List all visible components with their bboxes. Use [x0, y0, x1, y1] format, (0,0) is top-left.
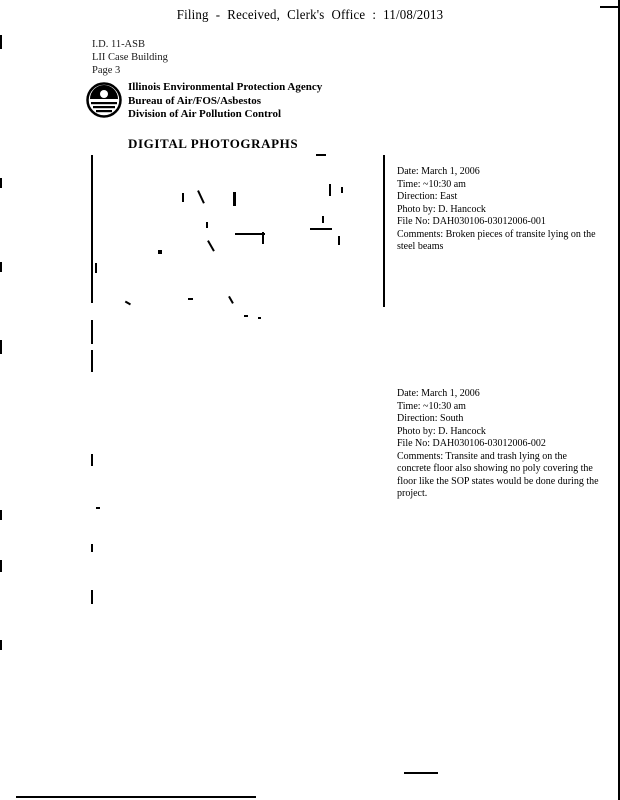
photo1-speck	[338, 236, 340, 245]
photo2-left-edge	[91, 320, 93, 344]
margin-speck	[0, 510, 2, 520]
photo-caption-2	[397, 388, 602, 501]
photo1-speck	[235, 233, 265, 235]
photo1-speck	[125, 301, 131, 305]
agency-block	[128, 81, 322, 122]
photo1-comments: Comments: Broken pieces of transite lying on the steel beams	[397, 228, 596, 252]
photo1-speck	[310, 228, 332, 230]
margin-speck	[0, 35, 2, 49]
photo2-time: Time: ~10:30 am	[397, 400, 466, 412]
filing-stamp: Filing - Received, Clerk's Office : 11/08/2013	[176, 8, 444, 23]
case-building: LII Case Building	[92, 52, 168, 63]
margin-speck	[0, 262, 2, 272]
photo1-left-edge	[91, 155, 93, 303]
photo2-date: Date: March 1, 2006	[397, 388, 480, 399]
margin-speck	[0, 640, 2, 650]
case-id: I.D. 11-ASB	[92, 39, 145, 50]
photo1-speck	[197, 190, 204, 203]
photo-caption-1	[397, 166, 602, 254]
photo1-speck	[182, 193, 184, 202]
iepa-logo-icon	[86, 82, 122, 118]
photo2-left-edge	[91, 590, 93, 604]
photo1-speck	[262, 232, 264, 244]
agency-bureau: Bureau of Air/FOS/Asbestos	[128, 94, 262, 107]
photo1-direction: Direction: East	[397, 191, 458, 202]
photo2-photographer: Photo by: D. Hancock	[397, 425, 486, 437]
photo2-direction: Direction: South	[397, 413, 464, 424]
photo1-speck	[341, 187, 343, 193]
photo1-speck	[95, 263, 97, 273]
photo1-speck	[258, 317, 261, 319]
photo1-speck	[329, 184, 331, 196]
scan-edge-bottom	[16, 796, 256, 798]
photo1-speck	[322, 216, 324, 223]
scan-edge-right	[618, 0, 620, 800]
page-number: Page 3	[92, 65, 121, 76]
photo1-speck	[244, 315, 248, 317]
photo1-photographer: Photo by: D. Hancock	[397, 203, 486, 215]
photo2-left-edge	[91, 454, 93, 466]
photo1-time: Time: ~10:30 am	[397, 178, 466, 190]
photo1-speck	[228, 296, 233, 304]
photo2-left-edge	[91, 544, 93, 552]
agency-name: Illinois Environmental Protection Agency	[128, 81, 323, 93]
margin-speck	[0, 560, 2, 572]
photo2-file-no: File No: DAH030106-03012006-002	[397, 438, 546, 449]
photo1-right-edge	[383, 155, 385, 307]
photo1-speck	[233, 192, 236, 206]
scan-edge-top	[600, 6, 620, 8]
photo2-comments: Comments: Transite and trash lying on the concrete floor also showing no poly covering the floor like the SOP states would be done during the project.	[397, 450, 599, 499]
photo2-speck	[96, 507, 100, 509]
margin-speck	[0, 178, 2, 188]
photo2-left-edge	[91, 350, 93, 372]
agency-division: Division of Air Pollution Control	[128, 108, 282, 120]
footer-dash	[404, 772, 438, 774]
case-info	[92, 38, 168, 77]
photo1-speck	[207, 240, 214, 251]
photo1-speck	[188, 298, 193, 300]
document-title: DIGITAL PHOTOGRAPHS	[128, 136, 299, 151]
photo1-date: Date: March 1, 2006	[397, 166, 480, 177]
photo1-speck	[158, 250, 162, 254]
photo1-top-mark	[316, 154, 326, 156]
photo1-speck	[206, 222, 208, 228]
margin-speck	[0, 340, 2, 354]
photo1-file-no: File No: DAH030106-03012006-001	[397, 216, 546, 227]
